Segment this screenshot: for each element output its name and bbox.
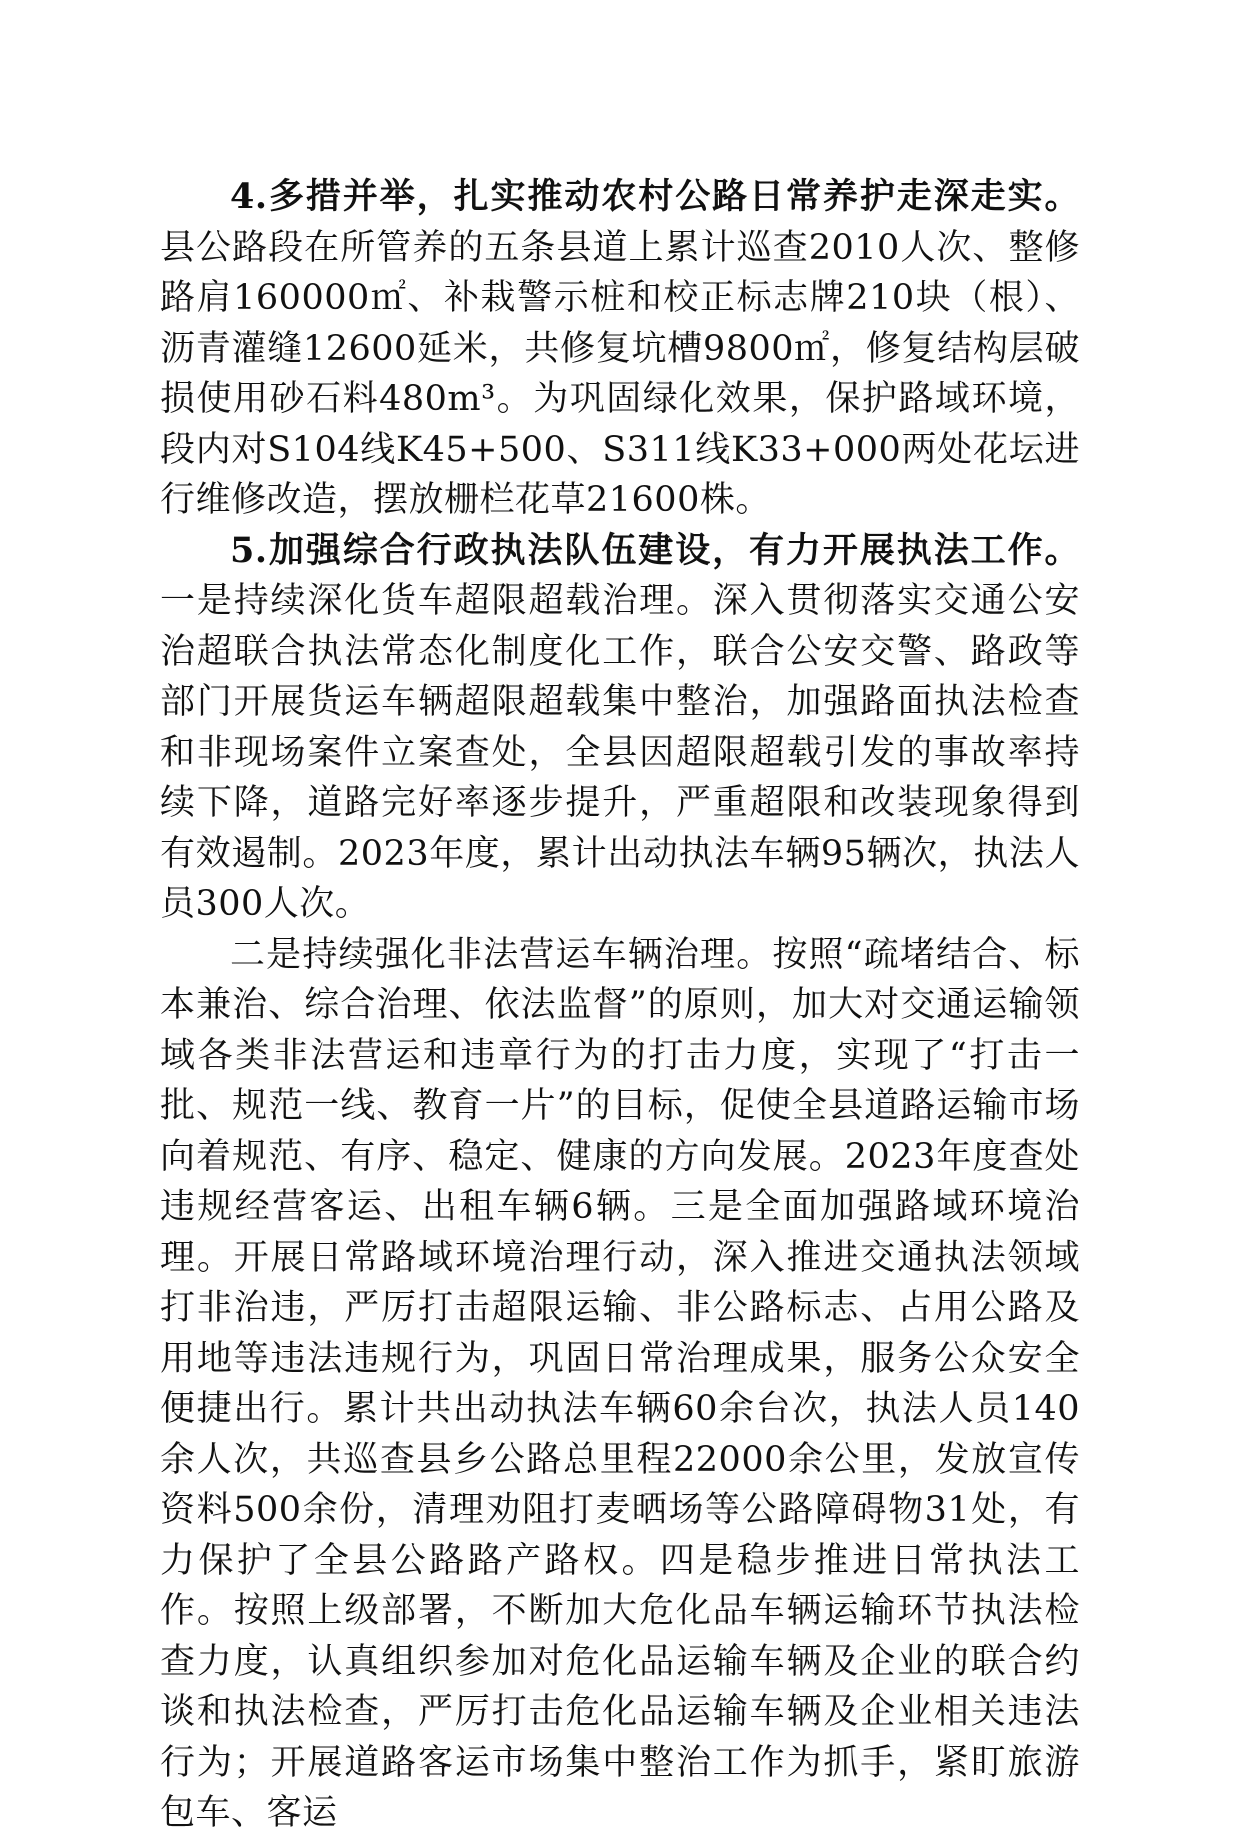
paragraph-text: 二是持续强化非法营运车辆治理。按照“疏堵结合、标本兼治、综合治理、依法监督”的原则，加大对交通运输领域各类非法营运和违章行为的打击力度，实现了“打击一批、规范一线、教育一片”的目标，促使全县道路运输市场向着规范、有序、稳定、健康的方向发展。2023年度查处违规经营客运、出租车辆6辆。三是全面加强路域环境治理。开展日常路域环境治理行动，深入推进交通执法领域打非治违，严厉打击超限运输、非公路标志、占用公路及用地等违法违规行为，巩固日常治理成果，服务公众安全便捷出行。累计共出动执法车辆60余台次，执法人员140余人次，共巡查县乡公路总里程22000余公里，发放宣传资料500余份，清理劝阻打麦晒场等公路障碍物31处，有力保护了全县公路路产路权。四是稳步推进日常执法工作。按照上级部署，不断加大危化品车辆运输环节执法检查力度，认真组织参加对危化品运输车辆及企业的联合约谈和执法检查，严厉打击危化品运输车辆及企业相关违法行为；开展道路客运市场集中整治工作为抓手，紧盯旅游包车、客运 [160, 934, 1080, 1833]
paragraph-illegal-operation [160, 930, 1080, 1839]
paragraph-heading: 4.多措并举，扎实推动农村公路日常养护走深走实。 [230, 176, 1080, 217]
paragraph-rural-road-maintenance [160, 172, 1080, 526]
paragraph-law-enforcement [160, 526, 1080, 930]
document-body [160, 172, 1080, 1839]
paragraph-heading: 5.加强综合行政执法队伍建设，有力开展执法工作。 [230, 529, 1080, 571]
paragraph-text: 县公路段在所管养的五条县道上累计巡查2010人次、整修路肩160000㎡、补栽警示桩和校正标志牌210块（根）、沥青灌缝12600延米，共修复坑槽9800㎡，修复结构层破损使用砂石料480m³。为巩固绿化效果，保护路域环境，段内对S104线K45+500、S311线K33+000两处花坛进行维修改造，摆放栅栏花草21600株。 [160, 227, 1080, 520]
paragraph-text: 一是持续深化货车超限超载治理。深入贯彻落实交通公安治超联合执法常态化制度化工作，联合公安交警、路政等部门开展货运车辆超限超载集中整治，加强路面执法检查和非现场案件立案查处，全县因超限超载引发的事故率持续下降，道路完好率逐步提升，严重超限和改装现象得到有效遏制。2023年度，累计出动执法车辆95辆次，执法人员300人次。 [160, 581, 1080, 924]
